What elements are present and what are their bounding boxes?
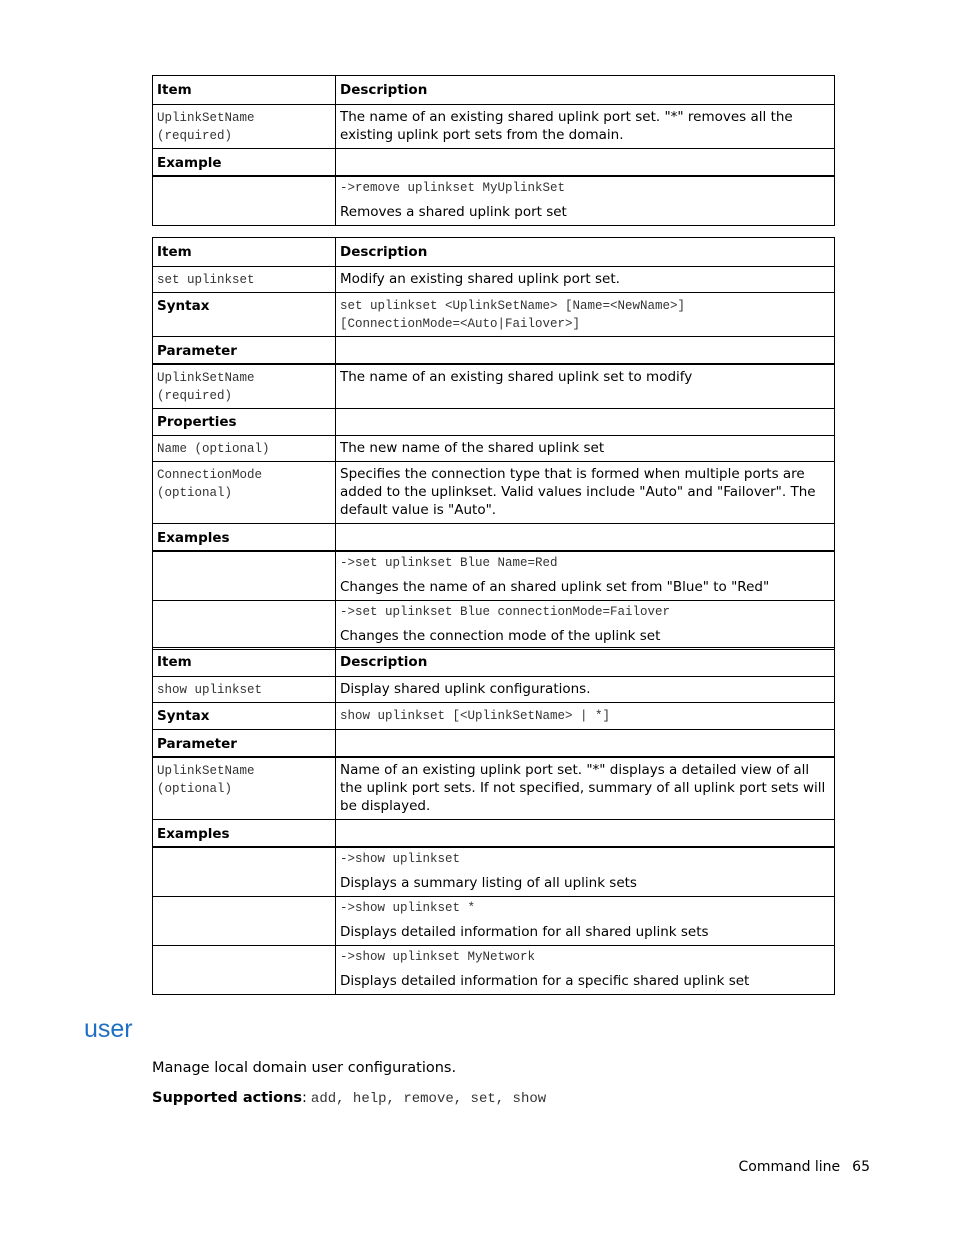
- property-desc: Specifies the connection type that is formed when multiple ports are added to the uplinkset. Valid values include "Auto" and "Failover". The default value is "Auto".: [336, 462, 835, 524]
- param-name: [153, 105, 336, 149]
- example-command: ->set uplinkset Blue connectionMode=Failover: [340, 605, 671, 619]
- example-cell: [336, 946, 835, 995]
- supported-actions-list: add, help, remove, set, show: [310, 1091, 547, 1107]
- supported-actions-colon: :: [302, 1090, 307, 1106]
- property-name: Name (optional): [157, 442, 270, 456]
- table-row: [153, 364, 835, 409]
- example-command: ->remove uplinkset MyUplinkSet: [340, 181, 566, 195]
- example-label: Example: [153, 149, 336, 177]
- item-header: Item: [153, 238, 336, 267]
- parameter-label: Parameter: [153, 337, 336, 365]
- example-cell: [336, 601, 835, 650]
- param-name: UplinkSetName (required): [157, 371, 255, 403]
- example-row: [153, 601, 835, 650]
- example-row: [153, 897, 835, 946]
- parameter-section-row: [153, 337, 835, 365]
- param-desc: Name of an existing uplink port set. "*" displays a detailed view of all the uplink port sets. If not specified, summary of all uplink port sets will be displayed.: [336, 757, 835, 820]
- example-row: [153, 551, 835, 601]
- properties-section-row: [153, 409, 835, 436]
- parameter-section-row: [153, 730, 835, 758]
- example-command: ->show uplinkset MyNetwork: [340, 950, 536, 964]
- example-cell: [336, 847, 835, 897]
- section-title: user: [84, 1015, 133, 1043]
- command-name: set uplinkset: [157, 273, 255, 287]
- item-header: Item: [153, 648, 336, 677]
- example-description: Displays detailed information for a specific shared uplink set: [340, 973, 750, 989]
- supported-actions-label: Supported actions: [152, 1090, 303, 1106]
- syntax-row: [153, 293, 835, 337]
- table-header-row: [153, 76, 835, 105]
- example-cell: [336, 176, 835, 226]
- command-row: [153, 267, 835, 293]
- param-desc: The name of an existing shared uplink port set. "*" removes all the existing uplink port sets from the domain.: [336, 105, 835, 149]
- footer-label: Command line: [738, 1159, 841, 1175]
- syntax-row: [153, 703, 835, 730]
- parameter-label: Parameter: [153, 730, 336, 758]
- syntax-value: show uplinkset [<UplinkSetName> | *]: [340, 709, 611, 723]
- example-description: Changes the name of an shared uplink set from "Blue" to "Red": [340, 579, 770, 595]
- description-header: Description: [336, 76, 835, 105]
- syntax-label: Syntax: [153, 293, 336, 337]
- command-name: show uplinkset: [157, 683, 263, 697]
- example-description: Changes the connection mode of the uplink set: [340, 628, 661, 644]
- page-footer: [739, 1159, 871, 1175]
- command-desc: Modify an existing shared uplink port set.: [336, 267, 835, 293]
- examples-section-row: [153, 820, 835, 848]
- example-cell: [336, 551, 835, 601]
- example-command: ->show uplinkset: [340, 852, 461, 866]
- properties-label: Properties: [153, 409, 336, 436]
- table-row: [153, 436, 835, 462]
- example-row: [153, 946, 835, 995]
- table-header-row: [153, 648, 835, 677]
- description-header: Description: [336, 648, 835, 677]
- item-header: Item: [153, 76, 336, 105]
- examples-label: Examples: [153, 524, 336, 552]
- example-cell: [336, 897, 835, 946]
- example-description: Removes a shared uplink port set: [340, 204, 567, 220]
- command-desc: Display shared uplink configurations.: [336, 677, 835, 703]
- description-header: Description: [336, 238, 835, 267]
- remove-uplinkset-table: [152, 75, 835, 226]
- table-row: [153, 757, 835, 820]
- example-description: Displays detailed information for all shared uplink sets: [340, 924, 709, 940]
- example-command: ->set uplinkset Blue Name=Red: [340, 556, 558, 570]
- syntax-label: Syntax: [153, 703, 336, 730]
- param-desc: The name of an existing shared uplink set to modify: [336, 364, 835, 409]
- examples-section-row: [153, 524, 835, 552]
- property-desc: The new name of the shared uplink set: [336, 436, 835, 462]
- example-row: [153, 847, 835, 897]
- examples-label: Examples: [153, 820, 336, 848]
- table-header-row: [153, 238, 835, 267]
- table-row: [153, 105, 835, 149]
- table-row: [153, 462, 835, 524]
- set-uplinkset-table: [152, 237, 835, 650]
- example-description: Displays a summary listing of all uplink sets: [340, 875, 637, 891]
- supported-actions: [152, 1090, 546, 1107]
- param-name: UplinkSetName (optional): [157, 764, 255, 796]
- example-section-row: [153, 149, 835, 177]
- example-command: ->show uplinkset *: [340, 901, 476, 915]
- command-row: [153, 677, 835, 703]
- section-intro: Manage local domain user configurations.: [152, 1060, 457, 1076]
- page-number: 65: [852, 1159, 870, 1175]
- property-name: ConnectionMode (optional): [157, 468, 263, 500]
- example-row: [153, 176, 835, 226]
- syntax-value: set uplinkset <UplinkSetName> [Name=<NewName>] [ConnectionMode=<Auto|Failover>]: [340, 299, 686, 331]
- show-uplinkset-table: [152, 647, 835, 995]
- param-name-text: UplinkSetName (required): [157, 111, 255, 143]
